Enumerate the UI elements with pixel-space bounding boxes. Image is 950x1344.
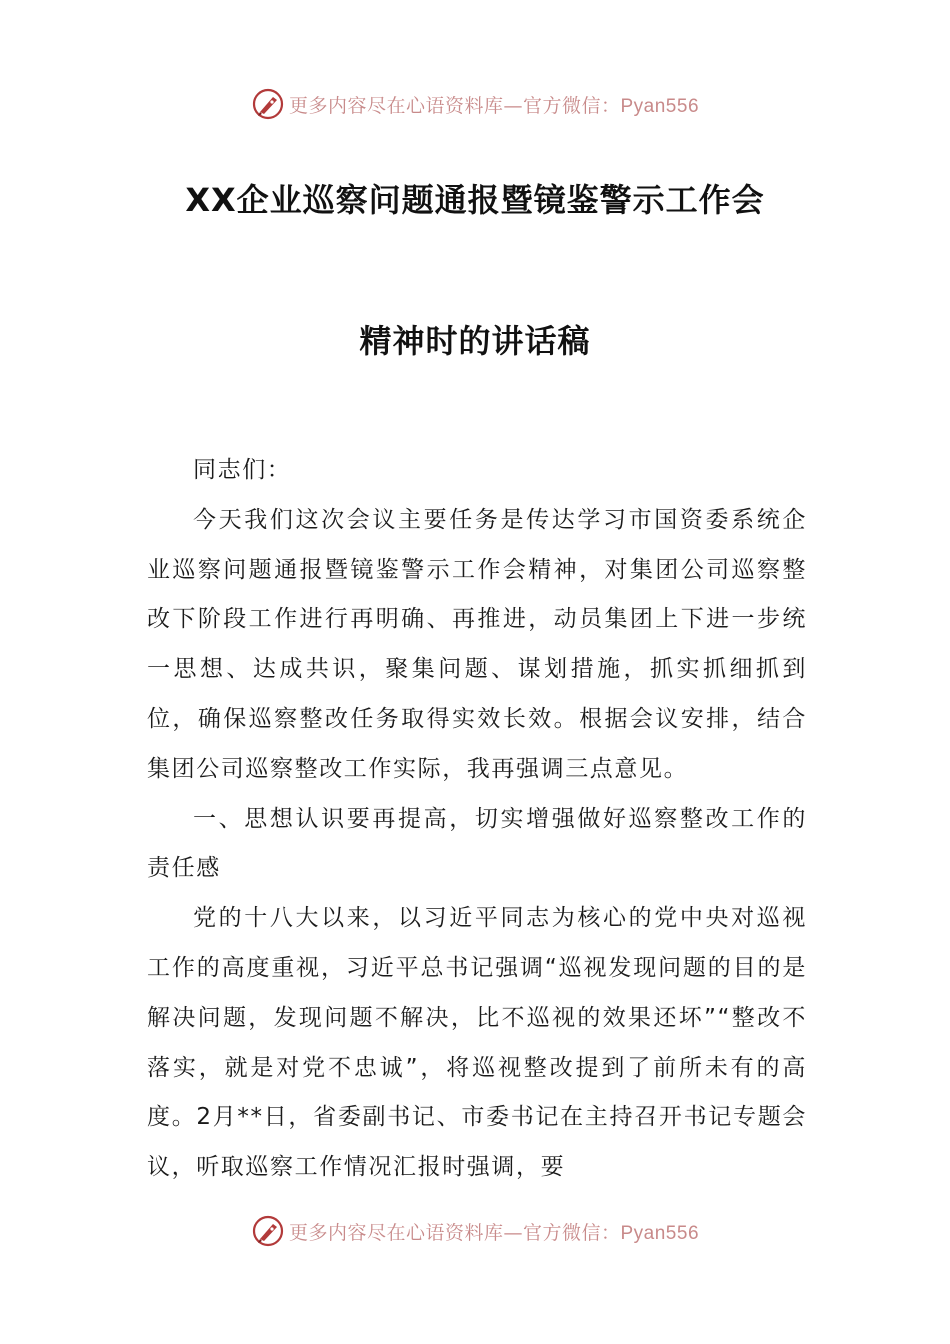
watermark-text: 更多内容尽在心语资料库—官方微信：Pyan556 — [288, 1221, 700, 1244]
body-paragraph: 党的十八大以来，以习近平同志为核心的党中央对巡视工作的高度重视，习近平总书记强调“巡视发现问题的目的是解决问题，发现问题不解决，比不巡视的效果还坏”“整改不落实，就是对党不忠诚”，将巡视整改提到了前所未有的高度。2月**日，省委副书记、市委书记在主持召开书记专题会议，听取巡察工作情况汇报时强调，要 — [147, 905, 807, 1181]
watermark-text: 更多内容尽在心语资料库—官方微信：Pyan556 — [288, 94, 700, 117]
watermark-id: Pyan556 — [620, 1222, 700, 1244]
pen-nib-logo-icon — [251, 87, 285, 121]
section-heading-paragraph: 一、思想认识要再提高，切实增强做好巡察整改工作的责任感 — [147, 805, 807, 882]
document-title-line-2: 精神时的讲话稿 — [359, 322, 591, 360]
watermark-id: Pyan556 — [620, 95, 700, 117]
watermark-header — [0, 84, 950, 124]
body-paragraph: 今天我们这次会议主要任务是传达学习市国资委系统企业巡察问题通报暨镜鉴警示工作会精神，对集团公司巡察整改下阶段工作进行再明确、再推进，动员集团上下进一步统一思想、达成共识，聚集问题、谋划措施，抓实抓细抓到位，确保巡察整改任务取得实效长效。根据会议安排，结合集团公司巡察整改工作实际，我再强调三点意见。 — [147, 506, 807, 782]
document-body — [147, 446, 807, 1193]
watermark-footer — [0, 1211, 950, 1251]
document-title-line-1: XX企业巡察问题通报暨镜鉴警示工作会 — [185, 181, 765, 219]
salutation-paragraph: 同志们： — [193, 457, 292, 483]
pen-nib-logo-icon — [251, 1214, 285, 1248]
